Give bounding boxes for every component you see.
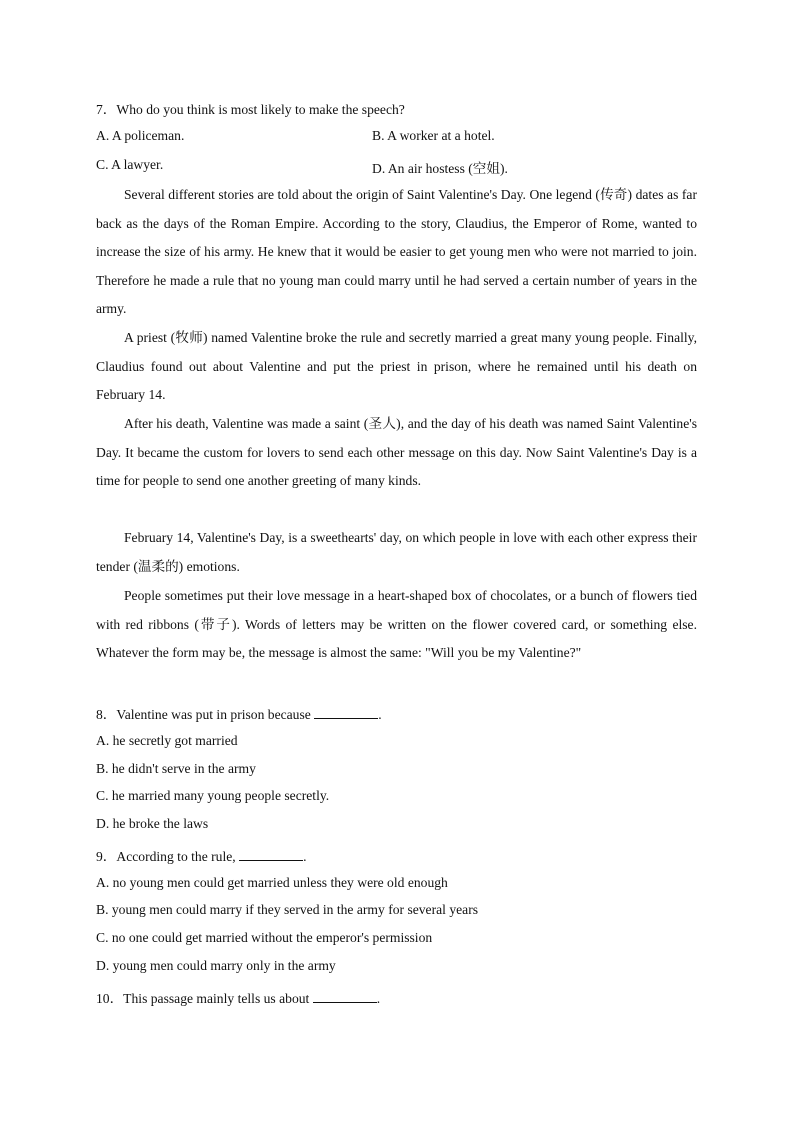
- answer-blank: [314, 706, 378, 719]
- q7-option-d: D. An air hostess (空姐).: [372, 161, 508, 176]
- q8-option-a: A. he secretly got married: [96, 733, 238, 748]
- question-9: 9．According to the rule, .: [96, 849, 307, 864]
- q8-option-c: C. he married many young people secretly.: [96, 788, 330, 803]
- passage-paragraph-1: Several different stories are told about the origin of Saint Valentine's Day. One legend (传奇) dates as far back as the days of the Roman Empire. According to the story, Claudius, the Emperor of Rome, wanted to increase the size of his army. He knew that it would be easier to get young men who were not married to join. Therefore he made a rule that no young man could marry until he had served a certain number of years in the army.: [96, 187, 697, 317]
- answer-blank: [313, 990, 377, 1003]
- passage-paragraph-5: People sometimes put their love message in a heart-shaped box of chocolates, or a bunch of flowers tied with red ribbons (带子). Words of letters may be written on the flower covered card, or something else. Whatever the form may be, the message is almost the same: "Will you be my Valentine?": [96, 588, 697, 661]
- q7-option-a: A. A policeman.: [96, 128, 185, 143]
- question-10: 10．This passage mainly tells us about .: [96, 991, 381, 1006]
- question-7: 7．Who do you think is most likely to make the speech?: [96, 102, 405, 117]
- passage-paragraph-2: A priest (牧师) named Valentine broke the rule and secretly married a great many young people. Finally, Claudius found out about Valentine and put the priest in prison, where he remained until his death on February 14.: [96, 330, 697, 403]
- q8-option-b: B. he didn't serve in the army: [96, 761, 256, 776]
- q9-option-a: A. no young men could get married unless they were old enough: [96, 875, 448, 890]
- q7-option-c: C. A lawyer.: [96, 157, 164, 172]
- passage-paragraph-3: After his death, Valentine was made a saint (圣人), and the day of his death was named Saint Valentine's Day. It became the custom for lovers to send each other message on this day. Now Saint Valentine's Day is a time for people to send one another greeting of many kinds.: [96, 416, 697, 489]
- question-8: 8．Valentine was put in prison because .: [96, 707, 382, 722]
- q9-option-d: D. young men could marry only in the army: [96, 958, 336, 973]
- q8-option-d: D. he broke the laws: [96, 816, 209, 831]
- passage-paragraph-4: February 14, Valentine's Day, is a sweethearts' day, on which people in love with each other express their tender (温柔的) emotions.: [96, 530, 697, 574]
- q9-option-c: C. no one could get married without the emperor's permission: [96, 930, 433, 945]
- q7-option-b: B. A worker at a hotel.: [372, 128, 495, 143]
- q9-option-b: B. young men could marry if they served in the army for several years: [96, 902, 479, 917]
- answer-blank: [239, 848, 303, 861]
